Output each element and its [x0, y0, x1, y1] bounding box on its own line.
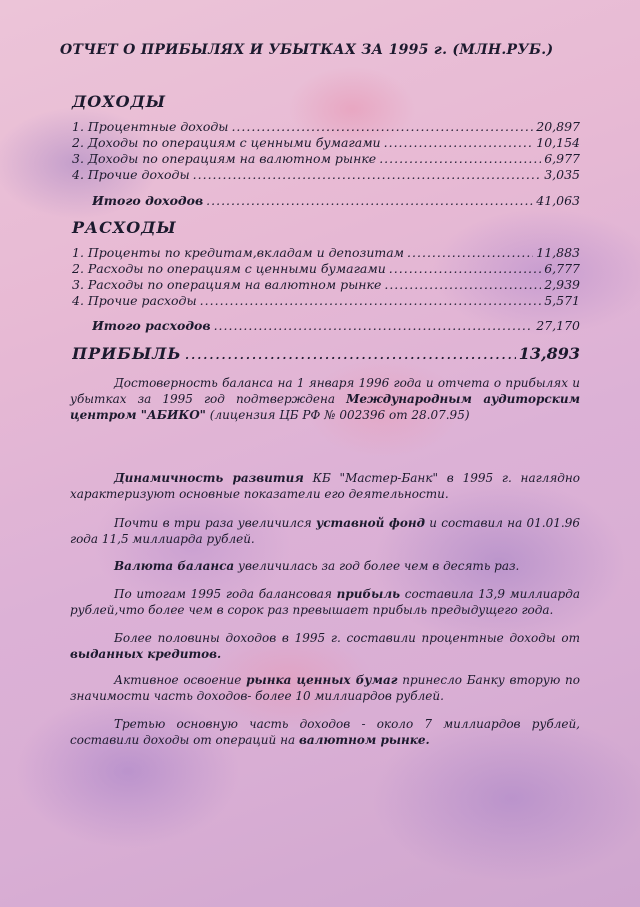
dynamics-bold: Динамичность развития: [114, 471, 304, 485]
income-heading: ДОХОДЫ: [72, 92, 166, 111]
expense-value: 6,777: [544, 261, 580, 276]
audit-license: (лицензия ЦБ РФ № 002396 от 28.07.95): [209, 408, 470, 422]
expense-value: 2,939: [544, 277, 580, 292]
dynamics-paragraph: [70, 470, 580, 502]
income-row: [72, 151, 580, 166]
income-total-value: 41,063: [536, 193, 580, 208]
balance-paragraph: [70, 558, 580, 574]
leader-dots: [389, 261, 541, 276]
expense-label: 2. Расходы по операциям с ценными бумагами: [72, 261, 386, 276]
balance-text: увеличилась за год более чем в десять раз.: [238, 559, 520, 573]
fund-bold: уставной фонд: [316, 516, 425, 530]
expense-row: [72, 293, 580, 308]
leader-dots: [200, 293, 542, 308]
income-row: [72, 135, 580, 150]
profit-paragraph: [70, 586, 580, 618]
dynamics-text: КБ "Мастер-Банк" в 1995 г. наглядно характеризуют основные показатели его деятельности.: [70, 471, 580, 501]
expense-row: [72, 277, 580, 292]
income-total-label: Итого доходов: [92, 193, 204, 208]
fund-paragraph: [70, 515, 580, 547]
loans-paragraph: [70, 630, 580, 662]
audit-paragraph: [70, 375, 580, 423]
expense-value: 11,883: [536, 245, 580, 260]
expenses-heading: РАСХОДЫ: [72, 218, 177, 237]
securities-text-end: принесло Банку вторую по значимости часть доходов- более 10 миллиардов рублей.: [70, 673, 580, 703]
expense-row: [72, 261, 580, 276]
income-value: 3,035: [544, 167, 580, 182]
leader-dots: [214, 318, 534, 333]
expenses-total-label: Итого расходов: [92, 318, 211, 333]
fund-text-end: и составил на 01.01.96 года 11,5 миллиарда рублей.: [70, 516, 580, 546]
profit-text-end: составила 13,9 миллиарда рублей,что более чем в сорок раз превышает прибыль предыдущего года.: [70, 587, 580, 617]
audit-company: Международным аудиторским центром "АБИКО": [70, 392, 580, 422]
loans-text: Более половины доходов в 1995 г. составили процентные доходы от: [114, 631, 580, 645]
income-label: 1. Процентные доходы: [72, 119, 229, 134]
profit-label: ПРИБЫЛЬ: [72, 344, 182, 363]
profit-row: [72, 344, 580, 363]
expenses-total-row: [92, 318, 580, 333]
leader-dots: [407, 245, 533, 260]
loans-bold: выданных кредитов.: [70, 647, 222, 661]
expense-label: 4. Прочие расходы: [72, 293, 197, 308]
leader-dots: [185, 344, 516, 363]
income-row: [72, 119, 580, 134]
leader-dots: [231, 119, 533, 134]
income-row: [72, 167, 580, 182]
income-label: 3. Доходы по операциям на валютном рынке: [72, 151, 377, 166]
currency-paragraph: [70, 716, 580, 748]
income-label: 4. Прочие доходы: [72, 167, 190, 182]
leader-dots: [206, 193, 533, 208]
expense-value: 5,571: [544, 293, 580, 308]
leader-dots: [193, 167, 542, 182]
profit-text: По итогам 1995 года балансовая: [114, 587, 332, 601]
fund-text: Почти в три раза увеличился: [114, 516, 312, 530]
expense-label: 1. Проценты по кредитам,вкладам и депозитам: [72, 245, 405, 260]
currency-bold: валютном рынке.: [298, 733, 430, 747]
report-title: ОТЧЕТ О ПРИБЫЛЯХ И УБЫТКАХ ЗА 1995 г. (МЛН.РУБ.): [60, 42, 554, 58]
income-total-row: [92, 193, 580, 208]
profit-bold: прибыль: [336, 587, 401, 601]
income-value: 20,897: [536, 119, 580, 134]
balance-bold: Валюта баланса: [114, 559, 235, 573]
leader-dots: [384, 135, 534, 150]
leader-dots: [384, 277, 541, 292]
currency-text: Третью основную часть доходов - около 7 миллиардов рублей, составили доходы от операций на: [70, 717, 580, 747]
income-value: 10,154: [536, 135, 580, 150]
profit-value: 13,893: [518, 344, 580, 363]
leader-dots: [379, 151, 541, 166]
securities-paragraph: [70, 672, 580, 704]
expenses-total-value: 27,170: [536, 318, 580, 333]
securities-text: Активное освоение: [114, 673, 242, 687]
expense-label: 3. Расходы по операциям на валютном рынке: [72, 277, 382, 292]
audit-text: Достоверность баланса на 1 января 1996 года и отчета о прибылях и убытках за 1995 год подтверждена: [70, 376, 580, 406]
income-value: 6,977: [544, 151, 580, 166]
expense-row: [72, 245, 580, 260]
income-label: 2. Доходы по операциям с ценными бумагами: [72, 135, 381, 150]
securities-bold: рынка ценных бумаг: [246, 673, 398, 687]
